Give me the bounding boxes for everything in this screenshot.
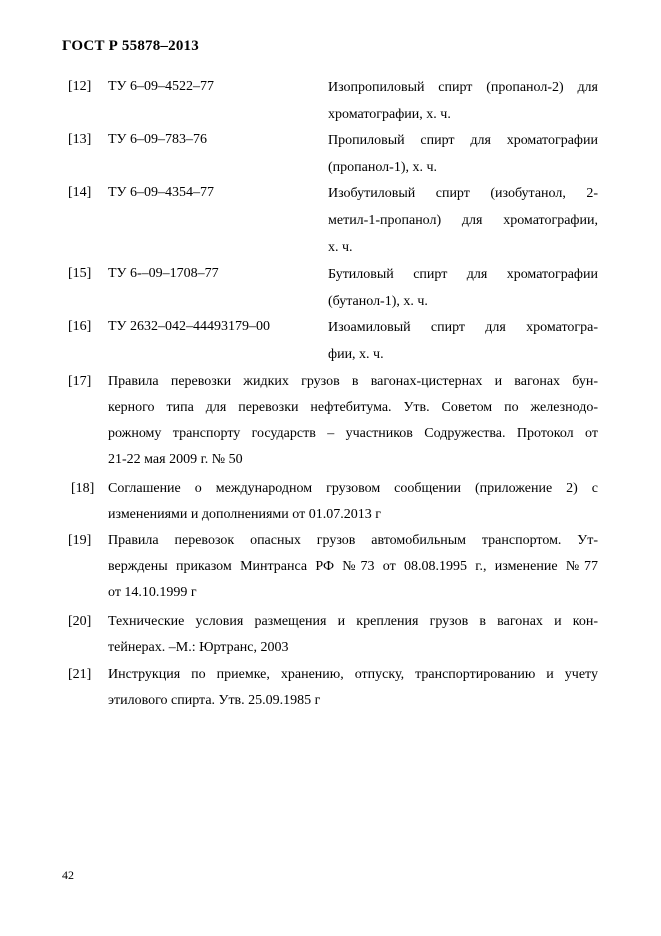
- description-line: изменениями и дополнениями от 01.07.2013 г: [108, 507, 381, 522]
- page-number: 42: [62, 868, 74, 882]
- description-line: Изопропиловый спирт (пропанол-2) для: [328, 80, 598, 95]
- description-line: этилового спирта. Утв. 25.09.1985 г: [108, 693, 321, 708]
- description-line: (бутанол-1), х. ч.: [328, 294, 428, 309]
- reference-code: ТУ 6–09–4522–77: [108, 79, 214, 94]
- reference-description: [328, 74, 598, 128]
- description-line: Правила перевозок опасных грузов автомобильным транспортом. Ут-: [108, 533, 598, 548]
- description-line: Пропиловый спирт для хроматографии: [328, 133, 598, 148]
- reference-description: [328, 261, 598, 315]
- reference-code: ТУ 6-–09–1708–77: [108, 266, 219, 281]
- reference-description: [328, 180, 598, 261]
- description-line: Инструкция по приемке, хранению, отпуску, транспортированию и учету: [108, 667, 598, 682]
- reference-description: [108, 476, 598, 528]
- reference-number: [18]: [71, 481, 95, 496]
- reference-number: [17]: [68, 374, 92, 389]
- reference-code: ТУ 6–09–4354–77: [108, 185, 214, 200]
- reference-description: [328, 314, 598, 368]
- reference-number: [13]: [68, 132, 92, 147]
- description-line: верждены приказом Минтранса РФ №73 от 08.08.1995 г., изменение №77: [108, 559, 598, 574]
- reference-description: [328, 127, 598, 181]
- description-line: хроматографии, х. ч.: [328, 107, 451, 122]
- description-line: (пропанол-1), х. ч.: [328, 160, 438, 175]
- reference-code: ТУ 6–09–783–76: [108, 132, 207, 147]
- description-line: Технические условия размещения и крепления грузов в вагонах и кон-: [108, 614, 598, 629]
- reference-number: [16]: [68, 319, 92, 334]
- reference-code: ТУ 2632–042–44493179–00: [108, 319, 270, 334]
- reference-number: [15]: [68, 266, 92, 281]
- description-line: метил-1-пропанол) для хроматографии,: [328, 213, 598, 228]
- description-line: тейнерах. –М.: Юртранс, 2003: [108, 640, 289, 655]
- reference-number: [12]: [68, 79, 92, 94]
- description-line: Соглашение о международном грузовом сообщении (приложение 2) с: [108, 481, 598, 496]
- reference-number: [20]: [68, 614, 92, 629]
- reference-description: [108, 662, 598, 714]
- description-line: х. ч.: [328, 240, 353, 255]
- description-line: Правила перевозки жидких грузов в вагонах-цистернах и вагонах бун-: [108, 374, 598, 389]
- description-line: фии, х. ч.: [328, 347, 384, 362]
- reference-number: [19]: [68, 533, 92, 548]
- description-line: 21-22 мая 2009 г. № 50: [108, 452, 243, 467]
- reference-number: [21]: [68, 667, 92, 682]
- description-line: Бутиловый спирт для хроматографии: [328, 267, 598, 282]
- description-line: Изобутиловый спирт (изобутанол, 2-: [328, 186, 598, 201]
- description-line: рожному транспорту государств – участников Содружества. Протокол от: [108, 426, 598, 441]
- reference-number: [14]: [68, 185, 92, 200]
- description-line: Изоамиловый спирт для хроматогра-: [328, 320, 598, 335]
- reference-description: [108, 528, 598, 606]
- reference-description: [108, 609, 598, 661]
- reference-description: [108, 369, 598, 473]
- description-line: керного типа для перевозки нефтебитума. Утв. Советом по железнодо-: [108, 400, 598, 415]
- description-line: от 14.10.1999 г: [108, 585, 197, 600]
- document-header: ГОСТ Р 55878–2013: [62, 38, 199, 54]
